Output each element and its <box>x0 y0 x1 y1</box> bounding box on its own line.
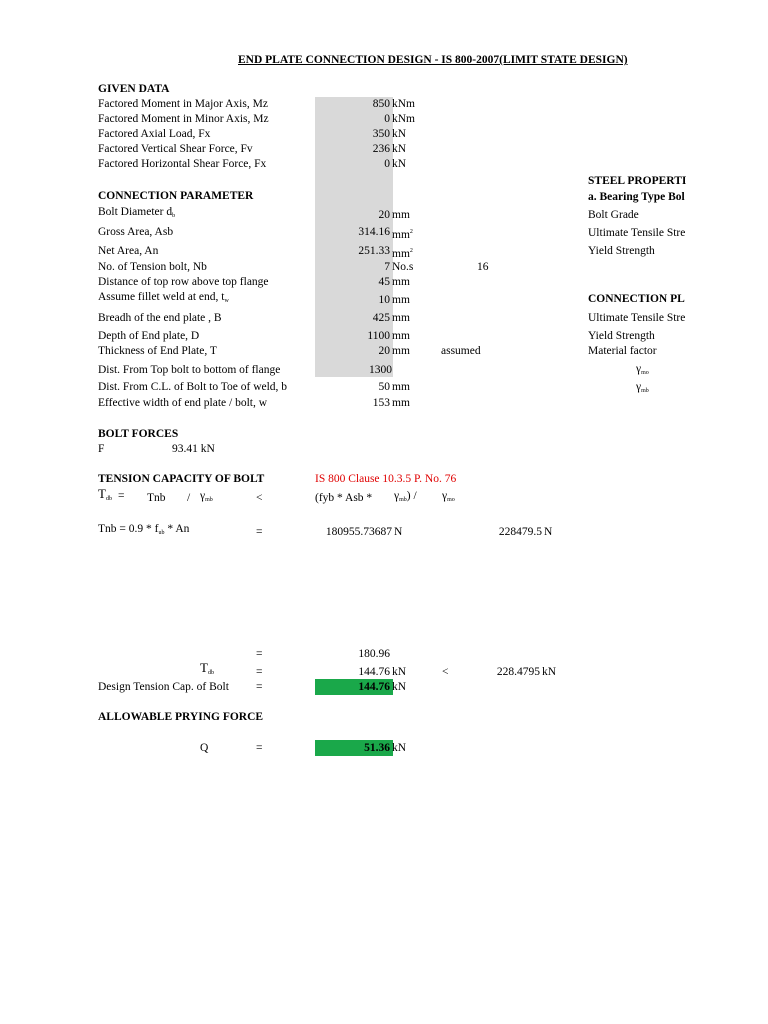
tension-bolt-count-extra: 16 <box>477 261 489 273</box>
given-unit-axial-load: kN <box>392 128 407 140</box>
thickness-note: assumed <box>441 345 481 357</box>
depth-label: Depth of End plate, D <box>98 330 200 342</box>
connection-plate-heading: CONNECTION PL <box>588 293 685 305</box>
breadth-label: Breadh of the end plate , B <box>98 312 222 324</box>
prying-force-heading: ALLOWABLE PRYING FORCE <box>98 711 264 723</box>
net-area-label: Net Area, An <box>98 245 159 257</box>
bolt-grade-label: Bolt Grade <box>588 209 639 221</box>
tdb-slash: / <box>187 492 191 504</box>
prying-equals: = <box>256 742 263 754</box>
fyb-term: (fyb * Asb * <box>315 492 373 504</box>
distance-top-row-unit: mm <box>392 276 410 288</box>
fillet-weld-label: Assume fillet weld at end, $t_w$ <box>98 291 229 304</box>
gamma-mb-term-2: $\gamma_{mb}$) / <box>394 490 417 503</box>
dist-bolt-weld-label: Dist. From C.L. of Bolt to Toe of weld, b <box>98 381 288 393</box>
design-tension-value: 144.76 <box>358 681 390 693</box>
given-label-horizontal-shear: Factored Horizontal Shear Force, Fx <box>98 158 267 170</box>
bearing-type-bolt-heading: a. Bearing Type Bol <box>588 191 685 203</box>
net-area-value[interactable]: 251.33 <box>358 245 390 257</box>
result-value: 180.96 <box>358 648 390 660</box>
tnb-value: 180955.73687 <box>325 526 392 538</box>
effective-width-label: Effective width of end plate / bolt, w <box>98 397 268 409</box>
tnb-formula: Tnb = $0.9 * f_{ub}$ * An <box>98 523 190 536</box>
bolt-diameter-unit: mm <box>392 209 410 221</box>
breadth-unit: mm <box>392 312 410 324</box>
yield-strength-label-2: Yield Strength <box>588 330 655 342</box>
design-tension-label: Design Tension Cap. of Bolt <box>98 681 229 693</box>
net-area-unit: $mm^2$ <box>392 248 413 260</box>
tension-bolt-count-label: No. of Tension bolt, Nb <box>98 261 207 273</box>
given-unit-minor-moment: kNm <box>392 113 415 125</box>
tdb-less-than-2: < <box>442 666 449 678</box>
design-tension-equals: = <box>256 681 263 693</box>
tnb-term: Tnb <box>147 492 166 504</box>
given-value-horizontal-shear[interactable]: 0 <box>384 158 390 170</box>
given-label-minor-moment: Factored Moment in Minor Axis, Mz <box>98 113 269 125</box>
ultimate-tensile-label-1: Ultimate Tensile Stre <box>588 227 686 239</box>
given-unit-major-moment: kNm <box>392 98 415 110</box>
tnb-capacity-value: 228479.5 <box>498 526 542 538</box>
given-value-vertical-shear[interactable]: 236 <box>372 143 390 155</box>
tdb-capacity-unit: kN <box>542 666 557 678</box>
gross-area-label: Gross Area, Asb <box>98 226 174 238</box>
ultimate-tensile-label-2: Ultimate Tensile Stre <box>588 312 686 324</box>
tdb-capacity-value: 228.4795 <box>496 666 540 678</box>
effective-width-value: 153 <box>372 397 390 409</box>
result-equals: = <box>256 648 263 660</box>
distance-top-row-label: Distance of top row above top flange <box>98 276 269 288</box>
distance-top-row-value[interactable]: 45 <box>378 276 390 288</box>
prying-force-value: 51.36 <box>364 742 390 754</box>
breadth-value[interactable]: 425 <box>372 312 390 324</box>
dist-top-bolt-flange-label: Dist. From Top bolt to bottom of flange <box>98 364 281 376</box>
dist-bolt-weld-unit: mm <box>392 381 410 393</box>
prying-force-unit: kN <box>392 742 407 754</box>
gross-area-value[interactable]: 314.16 <box>358 226 390 238</box>
material-factor-label: Material factor <box>588 345 657 357</box>
thickness-label: Thickness of End Plate, T <box>98 345 217 357</box>
gross-area-unit: $mm^2$ <box>392 229 413 241</box>
yield-strength-label-1: Yield Strength <box>588 245 655 257</box>
bolt-diameter-label: Bolt Diameter $d_b$ <box>98 206 176 219</box>
tnb-value-unit: N <box>394 526 403 538</box>
dist-top-bolt-flange-value[interactable]: 1300 <box>369 364 392 376</box>
bolt-diameter-value[interactable]: 20 <box>378 209 390 221</box>
fillet-weld-unit: mm <box>392 294 410 306</box>
tnb-formula-equals: = <box>256 526 263 538</box>
bolt-force-value: 93.41 kN <box>172 443 215 455</box>
tension-bolt-count-value[interactable]: 7 <box>384 261 390 273</box>
given-value-axial-load[interactable]: 350 <box>372 128 390 140</box>
thickness-unit: mm <box>392 345 410 357</box>
connection-parameter-heading: CONNECTION PARAMETER <box>98 190 254 202</box>
given-value-major-moment[interactable]: 850 <box>372 98 390 110</box>
tdb-less-than: < <box>256 492 263 504</box>
steel-properties-heading: STEEL PROPERTI <box>588 175 687 187</box>
gamma-mo-label: $\gamma_{mo}$ <box>636 363 649 376</box>
tdb-unit: kN <box>392 666 407 678</box>
tension-bolt-count-unit: No.s <box>392 261 414 273</box>
given-value-minor-moment[interactable]: 0 <box>384 113 390 125</box>
design-tension-unit: kN <box>392 681 407 693</box>
prying-q-label: Q <box>200 742 209 754</box>
clause-reference: IS 800 Clause 10.3.5 P. No. 76 <box>315 473 457 485</box>
fillet-weld-value[interactable]: 10 <box>378 294 390 306</box>
effective-width-unit: mm <box>392 397 410 409</box>
tdb-equals-2: = <box>256 666 263 678</box>
given-label-major-moment: Factored Moment in Major Axis, Mz <box>98 98 268 110</box>
gamma-mb-label: $\gamma_{mb}$ <box>636 381 649 394</box>
tdb-value: 144.76 <box>358 666 390 678</box>
thickness-value[interactable]: 20 <box>378 345 390 357</box>
gamma-mo-term: $\gamma_{mo}$ <box>442 490 455 503</box>
tension-capacity-heading: TENSION CAPACITY OF BOLT <box>98 473 265 485</box>
gamma-mb-term: $\gamma_{mb}$ <box>200 490 213 503</box>
page-title: END PLATE CONNECTION DESIGN - IS 800-2007(LIMIT STATE DESIGN) <box>238 54 628 66</box>
dist-bolt-weld-value[interactable]: 50 <box>378 381 390 393</box>
given-label-axial-load: Factored Axial Load, Fx <box>98 128 211 140</box>
given-unit-vertical-shear: kN <box>392 143 407 155</box>
given-unit-horizontal-shear: kN <box>392 158 407 170</box>
tnb-capacity-unit: N <box>544 526 553 538</box>
tdb-equals: = <box>118 490 125 502</box>
given-label-vertical-shear: Factored Vertical Shear Force, Fv <box>98 143 253 155</box>
given-data-heading: GIVEN DATA <box>98 83 170 95</box>
bolt-force-label: F <box>98 443 105 455</box>
bolt-forces-heading: BOLT FORCES <box>98 428 179 440</box>
depth-value[interactable]: 1100 <box>367 330 390 342</box>
tdb-symbol-2: $T_{db}$ <box>200 660 214 676</box>
tdb-symbol: $T_{db}$ <box>98 486 112 502</box>
depth-unit: mm <box>392 330 410 342</box>
